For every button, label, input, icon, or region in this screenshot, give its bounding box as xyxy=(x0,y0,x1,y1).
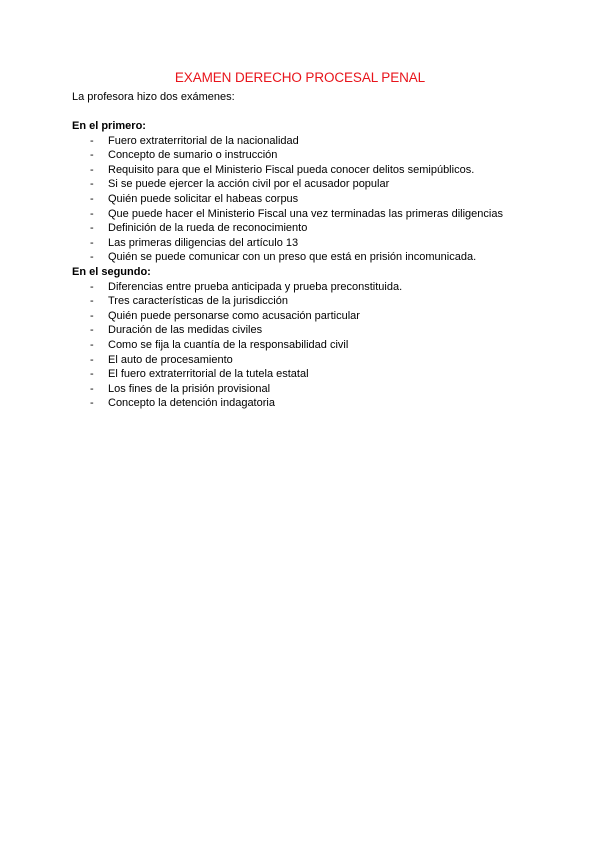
intro-text: La profesora hizo dos exámenes: xyxy=(72,91,235,103)
section-heading: En el primero: xyxy=(72,120,146,132)
dash-bullet: - xyxy=(90,178,94,191)
dash-bullet: - xyxy=(90,251,94,264)
list-item xyxy=(72,207,542,222)
dash-bullet: - xyxy=(90,236,94,249)
dash-bullet: - xyxy=(90,149,94,162)
dash-bullet: - xyxy=(90,324,94,337)
list-item xyxy=(72,192,542,207)
dash-bullet: - xyxy=(90,222,94,235)
list-item xyxy=(72,323,542,338)
list-item-text: Requisito para que el Ministerio Fiscal pueda conocer delitos semipúblicos. xyxy=(108,163,475,176)
list-item xyxy=(72,280,542,295)
dash-bullet: - xyxy=(90,295,94,308)
list-item-text: Diferencias entre prueba anticipada y prueba preconstituida. xyxy=(108,280,403,293)
list-item xyxy=(72,148,542,163)
list-item-text: Concepto la detención indagatoria xyxy=(108,397,275,410)
list-item xyxy=(72,236,542,251)
dash-bullet: - xyxy=(90,134,94,147)
list-item-text: Las primeras diligencias del artículo 13 xyxy=(108,236,299,249)
dash-bullet: - xyxy=(90,207,94,220)
list-item-text: El auto de procesamiento xyxy=(108,353,233,366)
section-heading: En el segundo: xyxy=(72,265,151,278)
list-item-text: Quién se puede comunicar con un preso que está en prisión incomunicada. xyxy=(108,251,477,264)
list-item xyxy=(72,134,542,149)
list-item xyxy=(72,221,542,236)
list-item xyxy=(72,250,542,265)
list-item xyxy=(72,353,542,368)
dash-bullet: - xyxy=(90,192,94,205)
document-title: EXAMEN DERECHO PROCESAL PENAL xyxy=(174,70,426,85)
document-body xyxy=(72,119,542,411)
list-item-text: Fuero extraterritorial de la nacionalidad xyxy=(108,134,299,147)
list-item xyxy=(72,294,542,309)
list-item-text: Duración de las medidas civiles xyxy=(108,324,263,337)
list-item-text: Si se puede ejercer la acción civil por el acusador popular xyxy=(108,178,390,191)
section-second xyxy=(72,265,542,411)
list-item xyxy=(72,382,542,397)
dash-bullet: - xyxy=(90,280,94,293)
list-item-text: Tres características de la jurisdicción xyxy=(108,295,288,308)
list-item-text: Definición de la rueda de reconocimiento xyxy=(108,222,308,235)
question-list xyxy=(72,280,542,411)
dash-bullet: - xyxy=(90,338,94,351)
dash-bullet: - xyxy=(90,368,94,381)
dash-bullet: - xyxy=(90,163,94,176)
list-item xyxy=(72,177,542,192)
list-item xyxy=(72,367,542,382)
dash-bullet: - xyxy=(90,309,94,322)
list-item xyxy=(72,338,542,353)
section-first xyxy=(72,119,542,265)
dash-bullet: - xyxy=(90,397,94,410)
question-list xyxy=(72,134,542,265)
list-item xyxy=(72,163,542,178)
list-item-text: Como se fija la cuantía de la responsabilidad civil xyxy=(108,338,349,351)
list-item-text: El fuero extraterritorial de la tutela estatal xyxy=(108,368,309,381)
list-item xyxy=(72,309,542,324)
dash-bullet: - xyxy=(90,382,94,395)
list-item-text: Quién puede solicitar el habeas corpus xyxy=(108,192,299,205)
list-item xyxy=(72,396,542,411)
list-item-text: Que puede hacer el Ministerio Fiscal una vez terminadas las primeras diligencias xyxy=(108,207,503,220)
list-item-text: Concepto de sumario o instrucción xyxy=(108,149,278,162)
list-item-text: Quién puede personarse como acusación particular xyxy=(108,309,360,322)
dash-bullet: - xyxy=(90,353,94,366)
list-item-text: Los fines de la prisión provisional xyxy=(108,382,271,395)
